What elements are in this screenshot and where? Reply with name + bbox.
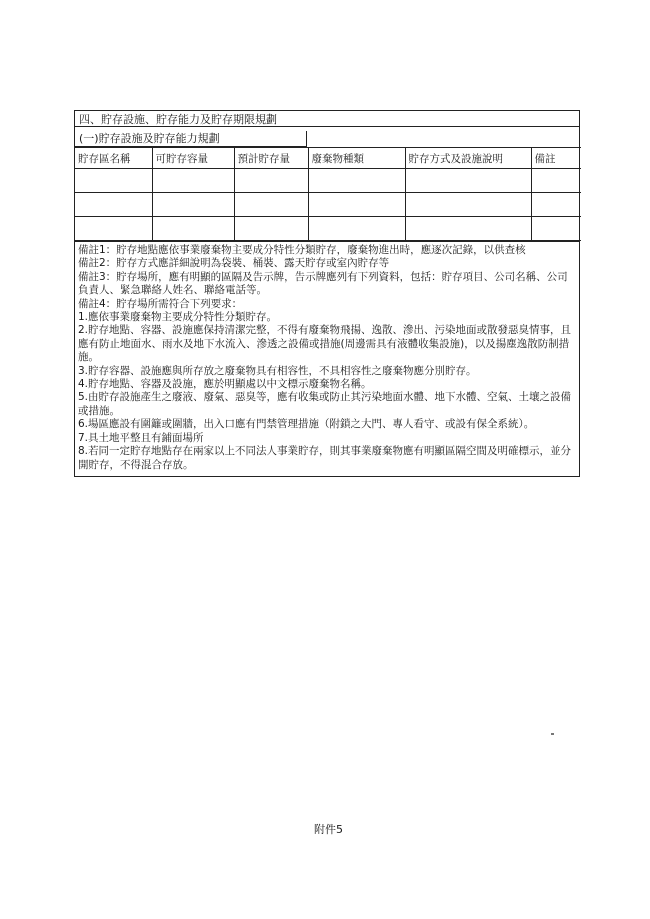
table-cell[interactable] xyxy=(531,193,581,217)
header-storage-area-name: 貯存區名稱 xyxy=(75,148,152,169)
table-cell[interactable] xyxy=(531,169,581,193)
table-cell[interactable] xyxy=(308,169,405,193)
table-cell[interactable] xyxy=(75,217,152,241)
table-cell[interactable] xyxy=(152,193,234,217)
table-cell[interactable] xyxy=(152,169,234,193)
requirement-3: 3.貯存容器、設施應與所存放之廢棄物具有相容性，不具相容性之廢棄物應分別貯存。 xyxy=(78,364,477,377)
table-cell[interactable] xyxy=(308,217,405,241)
table-cell[interactable] xyxy=(531,217,581,241)
header-waste-type: 廢棄物種類 xyxy=(308,148,405,169)
section-title: 四、貯存設施、貯存能力及貯存期限規劃 xyxy=(75,111,579,127)
requirement-2: 2.貯存地點、容器、設施應保持清潔完整，不得有廢棄物飛揚、逸散、滲出、污染地面或散發惡臭情事，且應有防止地面水、雨水及地下水流入、滲透之設備或措施(周邊需具有液體收集設施)，以及揚塵逸散防制措施。 xyxy=(78,324,572,364)
requirement-8: 8.若同一定貯存地點存在兩家以上不同法人事業貯存，則其事業廢棄物應有明顯區隔空間及明確標示，並分開貯存，不得混合存放。 xyxy=(78,445,572,471)
table-row xyxy=(75,193,581,217)
requirement-1: 1.應依事業廢棄物主要成分特性分類貯存。 xyxy=(78,311,278,324)
table-cell[interactable] xyxy=(152,217,234,241)
table-header-row xyxy=(75,148,581,169)
header-storage-method: 貯存方式及設施說明 xyxy=(405,148,531,169)
requirement-5: 5.由貯存設施產生之廢液、廢氣、惡臭等，應有收集或防止其污染地面水體、地下水體、空氣、土壤之設備或措施。 xyxy=(78,391,572,417)
table-cell[interactable] xyxy=(234,193,308,217)
table-cell[interactable] xyxy=(405,169,531,193)
requirement-7: 7.具土地平整且有鋪面場所 xyxy=(78,431,204,444)
header-storable-capacity: 可貯存容量 xyxy=(152,148,234,169)
table-cell[interactable] xyxy=(405,217,531,241)
table-cell[interactable] xyxy=(308,193,405,217)
table-cell[interactable] xyxy=(75,193,152,217)
table-cell[interactable] xyxy=(405,193,531,217)
note-1: 備註1：貯存地點應依事業廢棄物主要成分特性分類貯存，廢棄物進出時，應逐次記錄，以供查核 xyxy=(78,244,526,256)
notes-block xyxy=(75,241,579,476)
header-expected-storage: 預計貯存量 xyxy=(234,148,308,169)
table-row xyxy=(75,217,581,241)
note-4: 備註4：貯存場所需符合下列要求： xyxy=(78,297,243,310)
attachment-label: 附件5 xyxy=(314,823,343,836)
header-remarks: 備註 xyxy=(531,148,581,169)
requirement-6: 6.場區應設有圍籬或圍牆，出入口應有門禁管理措施（附鎖之大門、專人看守、或設有保全系統）。 xyxy=(78,418,535,431)
subsection-title: (一)貯存設施及貯存能力規劃 xyxy=(75,131,307,147)
note-2: 備註2：貯存方式應詳細說明為袋裝、桶裝、露天貯存或室內貯存等 xyxy=(78,257,390,270)
requirement-4: 4.貯存地點、容器及設施，應於明顯處以中文標示廢棄物名稱。 xyxy=(78,378,372,391)
table-row xyxy=(75,169,581,193)
storage-plan-form xyxy=(74,110,580,477)
storage-table xyxy=(75,147,581,241)
note-3: 備註3：貯存場所，應有明顯的區隔及告示牌，告示牌應列有下列資料，包括：貯存項目、公司名稱、公司負責人、緊急聯絡人姓名、聯絡電話等。 xyxy=(78,270,568,297)
scan-speck xyxy=(551,733,554,735)
table-cell[interactable] xyxy=(234,169,308,193)
table-cell[interactable] xyxy=(234,217,308,241)
table-cell[interactable] xyxy=(75,169,152,193)
